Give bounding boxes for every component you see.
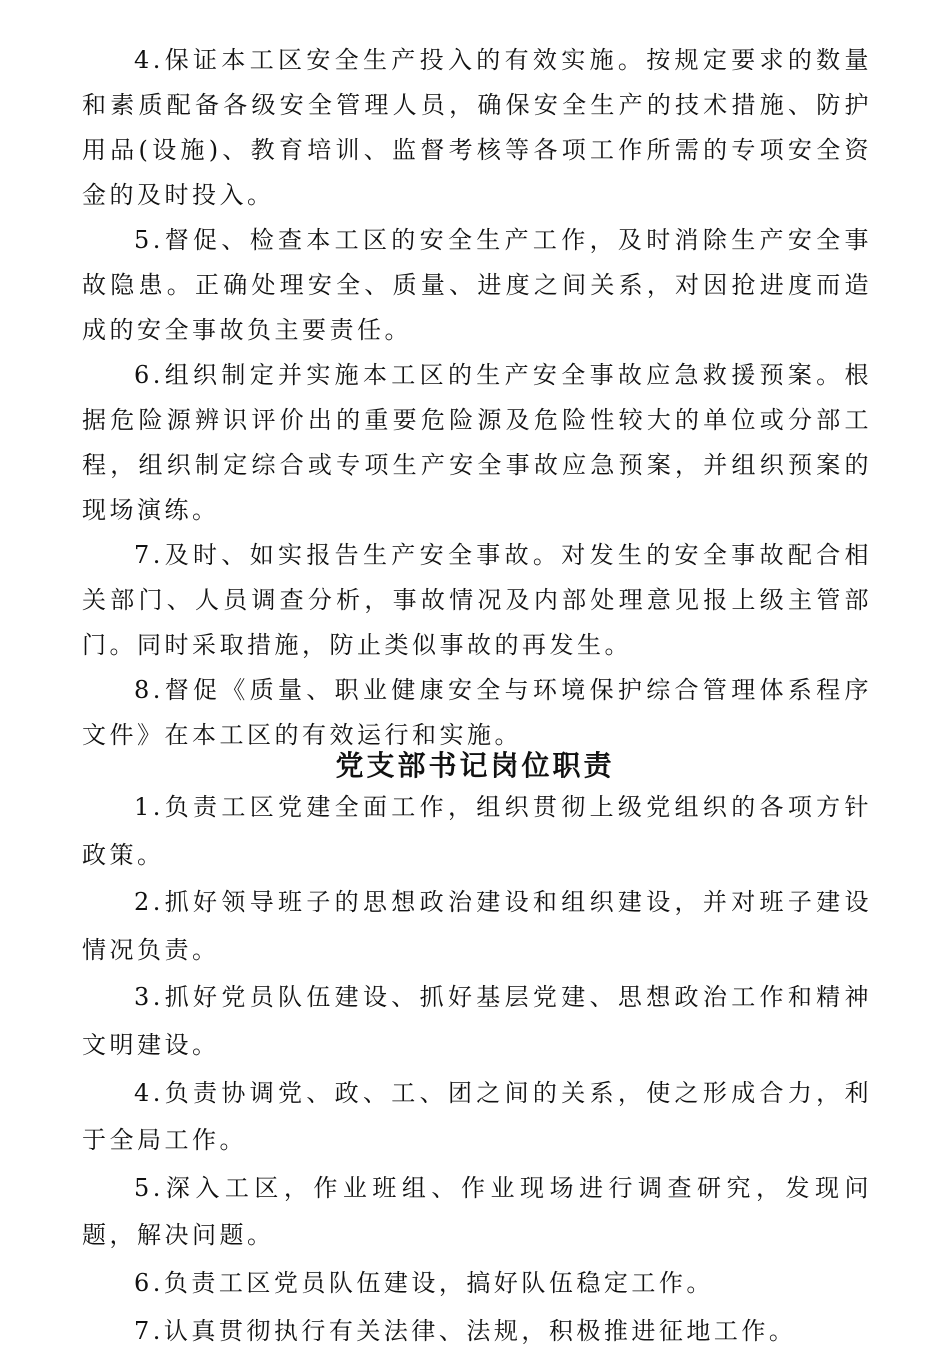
secretary-duty-5: 5.深入工区，作业班组、作业现场进行调查研究，发现问题，解决问题。 xyxy=(82,1173,872,1250)
safety-duties-section xyxy=(82,38,872,758)
secretary-duty-1: 1.负责工区党建全面工作，组织贯彻上级党组织的各项方针政策。 xyxy=(82,793,872,869)
duty-item-4: 4.保证本工区安全生产投入的有效实施。按规定要求的数量和素质配备各级安全管理人员，确保安全生产的技术措施、防护用品(设施)、教育培训、监督考核等各项工作所需的专项安全资金的及时投入。 xyxy=(82,46,872,209)
duty-item-5: 5.督促、检查本工区的安全生产工作，及时消除生产安全事故隐患。正确处理安全、质量、进度之间关系，对因抢进度而造成的安全事故负主要责任。 xyxy=(82,226,872,344)
party-secretary-duties-section xyxy=(82,784,872,1355)
duty-item-8: 8.督促《质量、职业健康安全与环境保护综合管理体系程序文件》在本工区的有效运行和实施。 xyxy=(82,676,872,749)
secretary-duty-7: 7.认真贯彻执行有关法律、法规，积极推进征地工作。 xyxy=(134,1316,797,1345)
section-title: 党支部书记岗位职责 xyxy=(335,749,615,782)
secretary-duty-3: 3.抓好党员队伍建设、抓好基层党建、思想政治工作和精神文明建设。 xyxy=(82,983,872,1059)
secretary-duty-6: 6.负责工区党员队伍建设，搞好队伍稳定工作。 xyxy=(134,1268,714,1297)
duty-item-7: 7.及时、如实报告生产安全事故。对发生的安全事故配合相关部门、人员调查分析，事故情况及内部处理意见报上级主管部门。同时采取措施，防止类似事故的再发生。 xyxy=(82,541,872,659)
secretary-duty-2: 2.抓好领导班子的思想政治建设和组织建设，并对班子建设情况负责。 xyxy=(82,888,872,964)
secretary-duty-4: 4.负责协调党、政、工、团之间的关系，使之形成合力，利于全局工作。 xyxy=(82,1078,872,1155)
duty-item-6: 6.组织制定并实施本工区的生产安全事故应急救援预案。根据危险源辨识评价出的重要危险源及危险性较大的单位或分部工程，组织制定综合或专项生产安全事故应急预案，并组织预案的现场演练。 xyxy=(82,361,872,524)
